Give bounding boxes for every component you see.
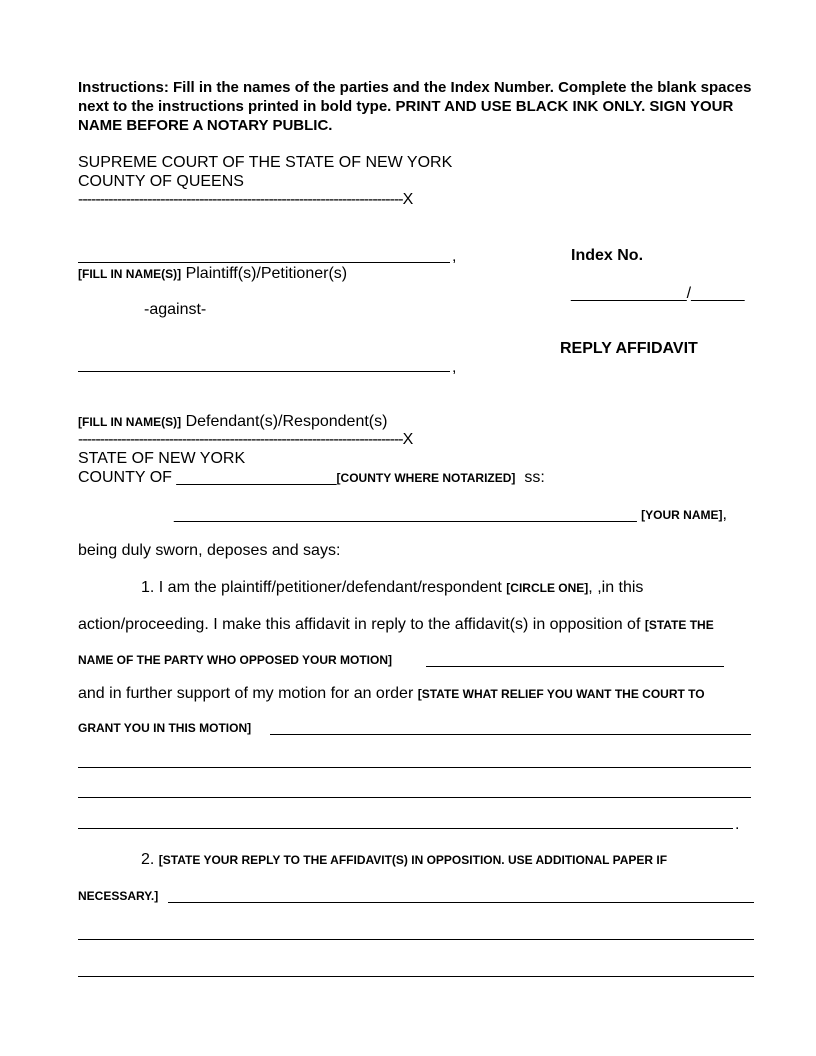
party-tag-end: NAME OF THE PARTY WHO OPPOSED YOUR MOTION] [78, 653, 393, 667]
relief-tag-start: [STATE WHAT RELIEF YOU WANT THE COURT TO [417, 687, 705, 701]
court-county: COUNTY OF QUEENS [78, 173, 244, 190]
defendant-label-line [78, 412, 387, 431]
ss-text: ss: [524, 469, 545, 486]
para2-line1 [141, 850, 667, 869]
plaintiff-label: Plaintiff(s)/Petitioner(s) [185, 265, 348, 282]
plaintiff-name-field[interactable] [78, 262, 450, 263]
para1-line2 [78, 615, 714, 635]
para1-line1 [141, 578, 643, 598]
para1-intro-end: , ,in this [588, 579, 644, 596]
relief-field-line-4[interactable] [78, 828, 733, 829]
court-name: SUPREME COURT OF THE STATE OF NEW YORK [78, 154, 453, 171]
county-notarized-tag: [COUNTY WHERE NOTARIZED] [336, 471, 516, 485]
caption-dash-line-top: ---------------------------------------------------------------------------X [78, 191, 413, 208]
reply-tag-end: NECESSARY.] [78, 889, 159, 903]
plaintiff-comma: , [452, 248, 457, 265]
instructions-text: Instructions: Fill in the names of the parties and the Index Number. Complete the blank spaces next to the instructions printed in bold type. PRINT AND USE BLACK INK ONLY. SIGN YOUR NAME BEFORE A NOTARY PUBLIC. [78, 79, 752, 134]
para1-period: . [735, 816, 740, 833]
relief-field-line-1[interactable] [270, 734, 751, 735]
your-name-tag: [YOUR NAME] [641, 508, 723, 522]
plaintiff-label-line [78, 264, 347, 283]
relief-tag-end: GRANT YOU IN THIS MOTION] [78, 721, 252, 735]
para2-number: 2. [141, 851, 155, 868]
reply-field-line-3[interactable] [78, 976, 754, 977]
reply-field-line-1[interactable] [168, 902, 754, 903]
para1-line4 [78, 684, 705, 704]
duly-sworn-text: being duly sworn, deposes and says: [78, 542, 341, 559]
party-tag-start: [STATE THE [644, 618, 714, 632]
opposing-party-field[interactable] [426, 666, 724, 667]
relief-field-line-2[interactable] [78, 767, 751, 768]
para1-intro: 1. I am the plaintiff/petitioner/defendant/respondent [141, 579, 502, 596]
para1-line2-text: action/proceeding. I make this affidavit in reply to the affidavit(s) in opposition of [78, 616, 641, 633]
venue-county-line [78, 468, 545, 488]
defendant-fill-tag: [FILL IN NAME(S)] [78, 415, 182, 429]
caption-dash-line-bottom: ---------------------------------------------------------------------------X [78, 431, 413, 448]
index-number-field[interactable]: _____________/______ [571, 285, 745, 302]
para1-line4-text: and in further support of my motion for an order [78, 685, 414, 702]
affiant-comma: , [722, 506, 727, 523]
defendant-label: Defendant(s)/Respondent(s) [185, 413, 388, 430]
circle-one-tag: [CIRCLE ONE] [506, 581, 589, 595]
reply-field-line-2[interactable] [78, 939, 754, 940]
defendant-comma: , [452, 359, 457, 376]
plaintiff-fill-tag: [FILL IN NAME(S)] [78, 267, 182, 281]
affiant-line [174, 505, 727, 524]
venue-state: STATE OF NEW YORK [78, 450, 246, 467]
reply-tag-start: [STATE YOUR REPLY TO THE AFFIDAVIT(S) IN OPPOSITION. USE ADDITIONAL PAPER IF [158, 853, 668, 867]
your-name-field[interactable]: ____________________________________________________ [174, 506, 637, 523]
defendant-name-field[interactable] [78, 371, 450, 372]
index-label: Index No. [571, 247, 644, 264]
against-text: -against- [144, 301, 207, 318]
document-title: REPLY AFFIDAVIT [560, 340, 698, 357]
relief-field-line-3[interactable] [78, 797, 751, 798]
venue-county-field[interactable]: COUNTY OF __________________ [78, 469, 337, 486]
